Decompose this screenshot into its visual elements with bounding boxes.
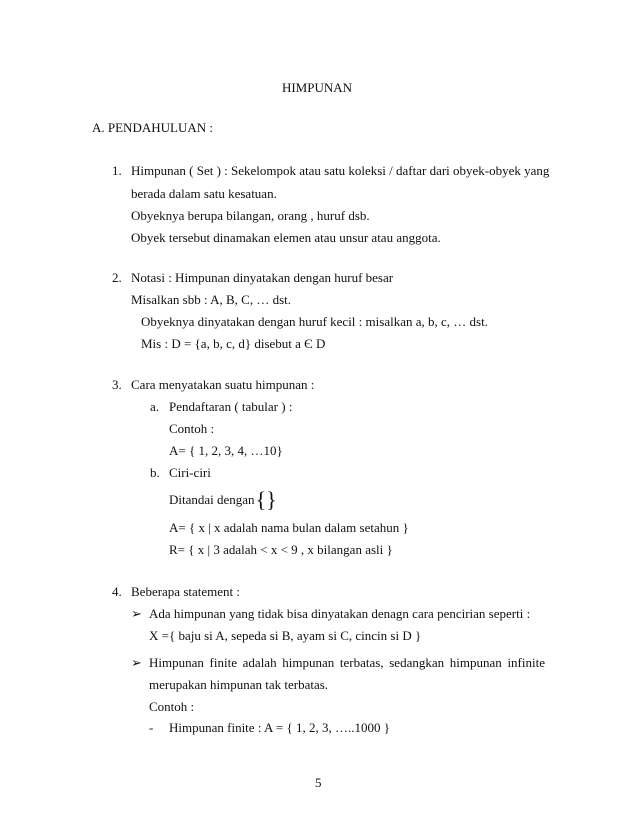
item-4-finite-example: Himpunan finite : A = { 1, 2, 3, …..1000 } — [169, 720, 390, 735]
item-3b-label: b. — [150, 465, 160, 480]
item-4-bullet-1-line-1: Ada himpunan yang tidak bisa dinyatakan denagn cara pencirian seperti : — [149, 606, 531, 621]
item-1-number: 1. — [112, 163, 122, 178]
item-2-line-4: Mis : D = {a, b, c, d} disebut a Є D — [141, 336, 326, 351]
item-3a-contoh: Contoh : — [169, 421, 215, 436]
item-4-bullet-2-line-1: Himpunan finite adalah himpunan terbatas, sedangkan himpunan infinite — [149, 655, 545, 670]
item-1-line-2: berada dalam satu kesatuan. — [131, 186, 277, 201]
item-2-line-3: Obyeknya dinyatakan dengan huruf kecil : misalkan a, b, c, … dst. — [141, 314, 488, 329]
item-3b-ditandai-text: Ditandai dengan — [169, 492, 255, 507]
item-3a-label: a. — [150, 399, 160, 414]
item-4-bullet-1-line-2: X ={ baju si A, sepeda si B, ayam si C, cincin si D } — [149, 628, 422, 643]
item-3-heading: Cara menyatakan suatu himpunan : — [131, 377, 315, 392]
dash-bullet: - — [149, 720, 154, 735]
item-4-number: 4. — [112, 584, 122, 599]
section-heading-pendahuluan: A. PENDAHULUAN : — [92, 120, 213, 135]
item-3b-title: Ciri-ciri — [169, 465, 211, 480]
item-4-bullet-2-contoh: Contoh : — [149, 699, 195, 714]
item-2-line-1: Notasi : Himpunan dinyatakan dengan huruf besar — [131, 270, 394, 285]
document-title: HIMPUNAN — [281, 80, 353, 95]
item-1-line-4: Obyek tersebut dinamakan elemen atau unsur atau anggota. — [131, 230, 441, 245]
item-2-line-2: Misalkan sbb : A, B, C, … dst. — [131, 292, 291, 307]
item-3-number: 3. — [112, 377, 122, 392]
arrow-bullet-icon: ➢ — [131, 655, 142, 670]
item-1-line-1: Himpunan ( Set ) : Sekelompok atau satu koleksi / daftar dari obyek-obyek yang — [131, 163, 550, 178]
item-4-heading: Beberapa statement : — [131, 584, 241, 599]
item-3a-example: A= { 1, 2, 3, 4, …10} — [169, 443, 283, 458]
item-3b-example-2: R= { x | 3 adalah < x < 9 , x bilangan asli } — [169, 542, 393, 557]
arrow-bullet-icon: ➢ — [131, 606, 142, 621]
item-1-line-3: Obyeknya berupa bilangan, orang , huruf dsb. — [131, 208, 370, 223]
item-3b-example-1: A= { x | x adalah nama bulan dalam setahun } — [169, 520, 409, 535]
item-3a-title: Pendaftaran ( tabular ) : — [169, 399, 293, 414]
item-4-bullet-2-line-2: merupakan himpunan tak terbatas. — [149, 677, 329, 692]
page-number: 5 — [315, 775, 322, 790]
item-3b-ditandai — [169, 487, 277, 512]
item-2-number: 2. — [112, 270, 122, 285]
curly-braces-symbol: {} — [255, 487, 277, 512]
